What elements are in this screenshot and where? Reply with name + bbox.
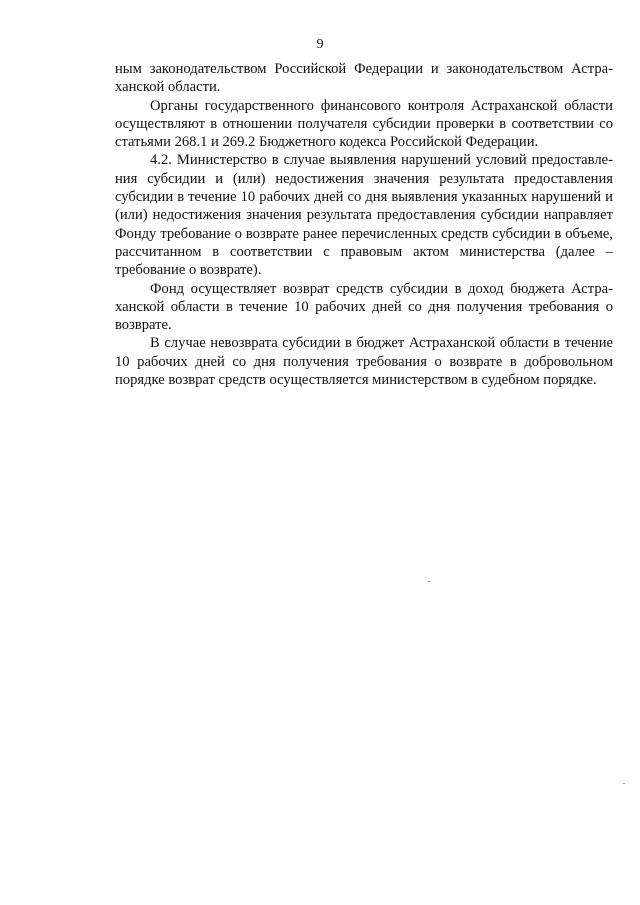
paragraph-court-recovery: В случае невозврата субсидии в бюджет Астраханской области в течение 10 рабочих дней со дня получения требования о возврате в добровольном порядке возврат средств осуществляется министерством в судебном порядке. [115,335,613,389]
paragraph-section-4-2: 4.2. Министерство в случае выявления нарушений условий предоставления субсидии и (или) недостижения значения результата предоставления субсидии в течение 10 рабочих дней со дня выявления указанных нарушений и (или) недостижения значения результата предоставления субсидии направляет Фонду требование о возврате ранее перечисленных средств субсидии в объеме, рассчитанном в соответствии с правовым актом министерства (далее – требование о возврате). [115,152,613,279]
paragraph-fund-refund: Фонд осуществляет возврат средств субсидии в доход бюджета Астраханской области в течение 10 рабочих дней со дня получения требования о возврате. [115,280,613,334]
scan-speck [623,783,625,784]
paragraph-continuation: ным законодательством Российской Федерации и законодательством Астраханской области. [115,61,613,96]
page-number: 9 [316,37,324,52]
document-body [115,60,613,389]
paragraph-financial-control: Органы государственного финансового контроля Астраханской области осуществляют в отношении получателя субсидии проверки в соответствии со статьями 268.1 и 269.2 Бюджетного кодекса Российской Федерации. [115,97,613,151]
scan-speck [428,581,430,582]
